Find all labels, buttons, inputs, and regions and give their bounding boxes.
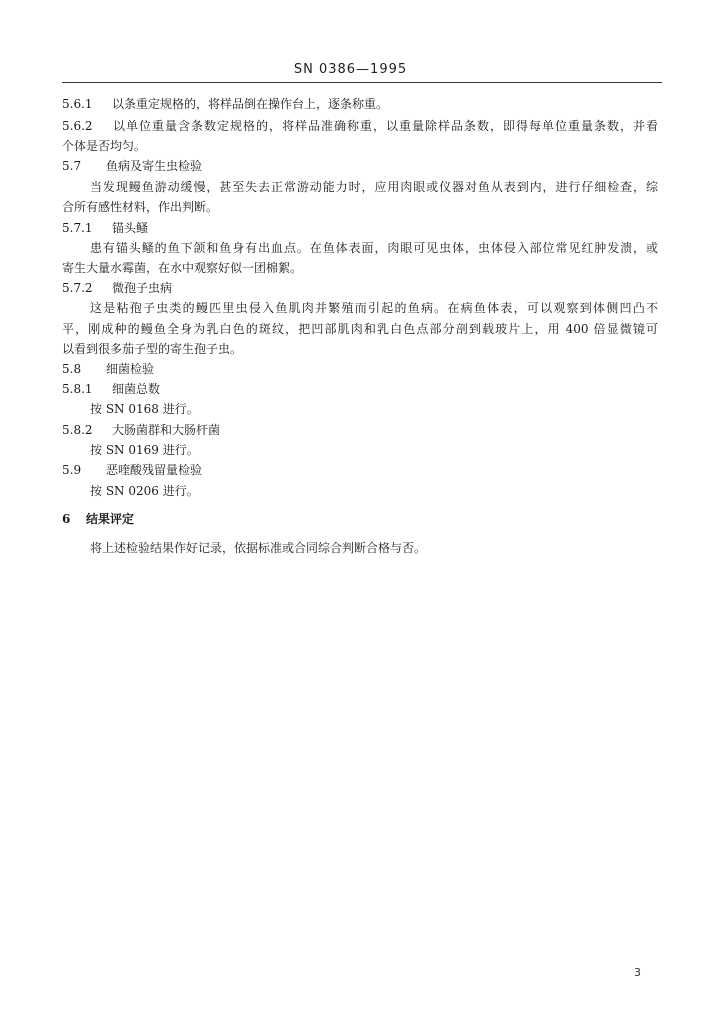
clause-title: 锚头鳋 [112, 221, 149, 235]
paragraph-line: 以看到很多茄子型的寄生孢子虫。 [62, 342, 243, 356]
clause-number: 5.6.2 [62, 119, 93, 133]
paragraph-line: 按 SN 0169 进行。 [90, 443, 199, 457]
header-rule [62, 82, 662, 83]
clause-title: 微孢子虫病 [112, 281, 173, 295]
clause-5-8-heading [62, 362, 154, 376]
standard-code-header: SN 0386—1995 [293, 62, 408, 77]
paragraph-line: 这是粘孢子虫类的鳗匹里虫侵入鱼肌肉并繁殖而引起的鱼病。在病鱼体表，可以观察到体侧凹凸不 [90, 301, 658, 315]
clause-5-7-2-heading [62, 281, 172, 295]
clause-text: 以单位重量含条数定规格的，将样品准确称重，以重量除样品条数，即得每单位重量条数，并看 [112, 119, 658, 133]
clause-title: 细菌总数 [112, 382, 161, 396]
clause-title: 结果评定 [86, 512, 135, 526]
clause-5-8-1-heading [62, 382, 160, 396]
clause-5-7-heading [62, 159, 202, 173]
paragraph-line: 合所有感性材料，作出判断。 [62, 200, 219, 214]
clause-number: 5.8 [62, 362, 82, 376]
clause-5-8-2-heading [62, 423, 220, 437]
clause-5-9-heading [62, 463, 202, 477]
clause-title: 大肠菌群和大肠杆菌 [112, 423, 221, 437]
clause-5-6-2 [62, 119, 658, 133]
paragraph-line: 按 SN 0168 进行。 [90, 402, 199, 416]
clause-number: 5.7 [62, 159, 82, 173]
clause-6-heading [62, 512, 134, 526]
clause-5-6-1 [62, 97, 388, 111]
clause-number: 5.8.2 [62, 423, 93, 437]
paragraph-line: 按 SN 0206 进行。 [90, 484, 199, 498]
paragraph-line: 平，刚成种的鳗鱼全身为乳白色的斑纹，把凹部肌肉和乳白色点部分剖到载玻片上，用 400 倍显微镜可 [62, 322, 658, 336]
clause-text-continuation: 个体是否均匀。 [62, 139, 147, 153]
clause-title: 鱼病及寄生虫检验 [106, 159, 203, 173]
clause-text: 以条重定规格的，将样品倒在操作台上，逐条称重。 [112, 97, 389, 111]
paragraph-line: 当发现鳗鱼游动缓慢，甚至失去正常游动能力时，应用肉眼或仪器对鱼从表到内，进行仔细检查，综 [90, 180, 658, 194]
paragraph-line: 患有锚头鳋的鱼下颌和鱼身有出血点。在鱼体表面，肉眼可见虫体，虫体侵入部位常见红肿发溃，或 [90, 241, 658, 255]
page-number: 3 [634, 966, 641, 979]
clause-number: 5.8.1 [62, 382, 93, 396]
clause-number: 5.7.2 [62, 281, 93, 295]
paragraph-line: 将上述检验结果作好记录，依据标准或合同综合判断合格与否。 [90, 541, 427, 555]
clause-title: 细菌检验 [106, 362, 155, 376]
clause-number: 5.9 [62, 463, 82, 477]
clause-5-7-1-heading [62, 221, 148, 235]
clause-title: 恶喹酸残留量检验 [106, 463, 203, 477]
paragraph-line: 寄生大量水霉菌，在水中观察好似一团棉絮。 [62, 261, 303, 275]
clause-number: 5.7.1 [62, 221, 93, 235]
clause-number: 5.6.1 [62, 97, 93, 111]
clause-number: 6 [62, 512, 71, 526]
